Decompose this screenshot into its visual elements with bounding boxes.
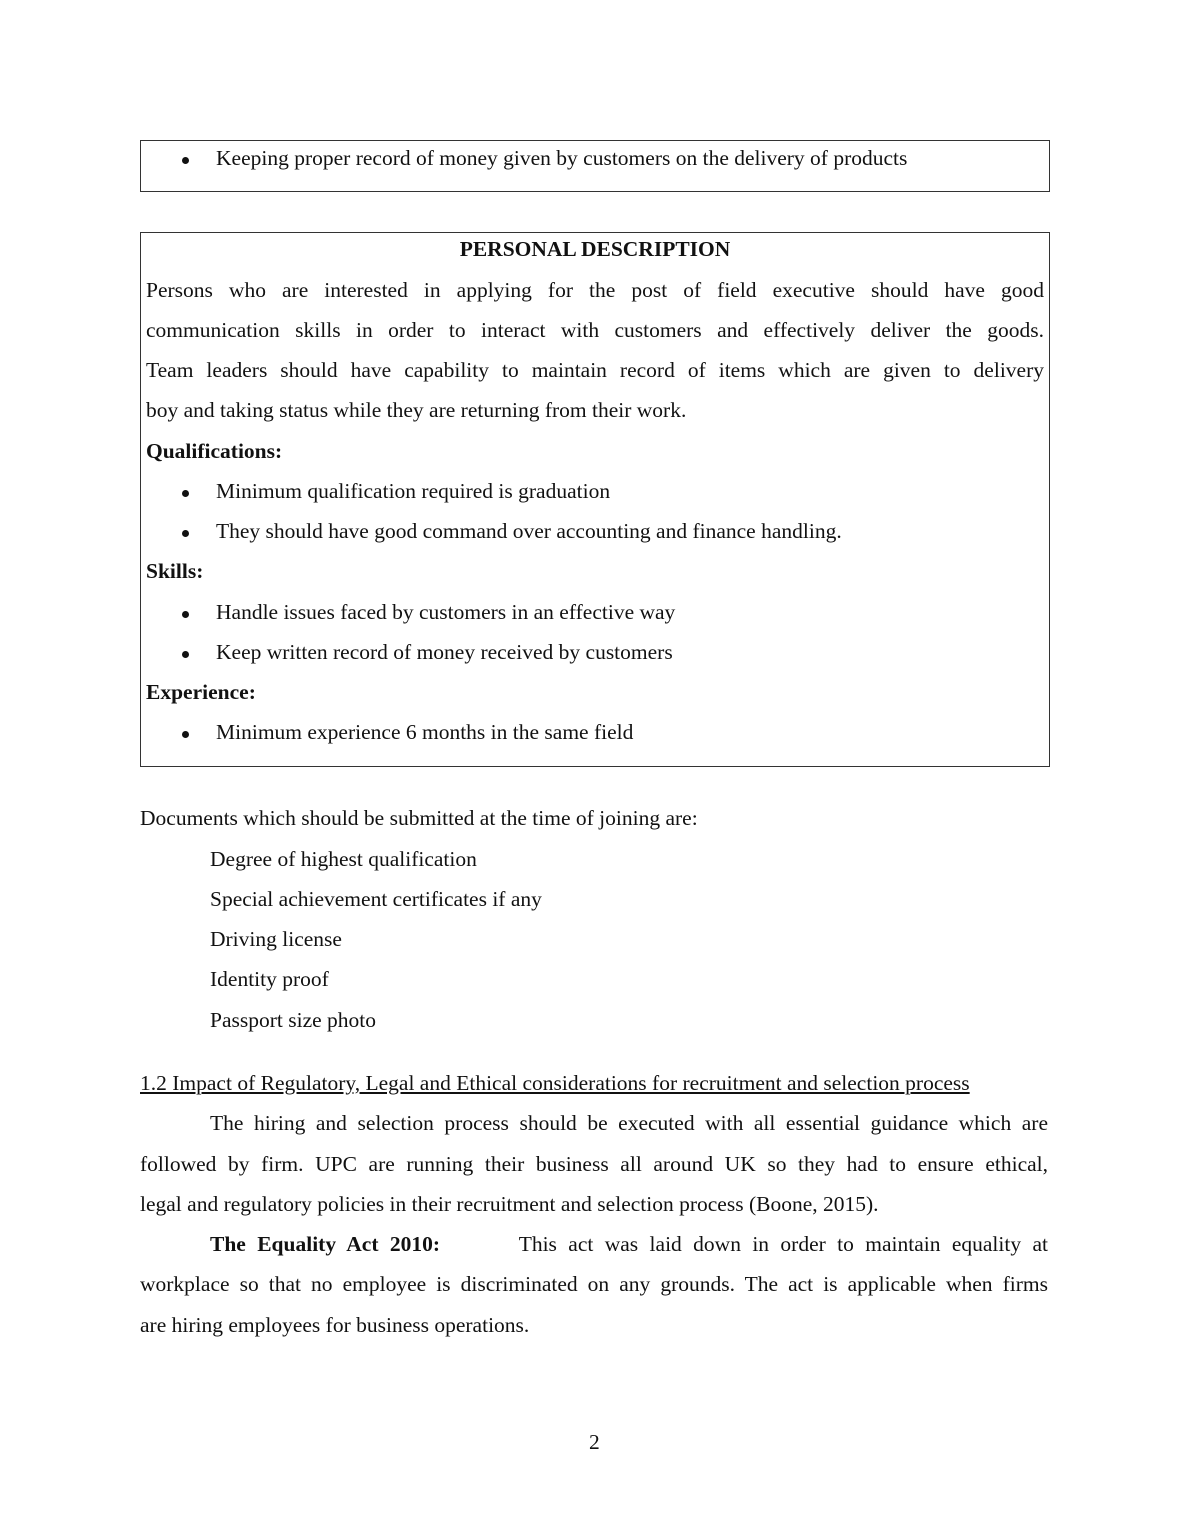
- bullet-icon: [182, 731, 189, 738]
- bullet-icon: [182, 490, 189, 497]
- document-item: Passport size photo: [210, 1008, 377, 1032]
- section-heading: 1.2 Impact of Regulatory, Legal and Ethical considerations for recruitment and selection process: [140, 1071, 970, 1095]
- bullet-icon: [182, 611, 189, 618]
- document-item: Degree of highest qualification: [210, 847, 477, 871]
- personal-para-line: boy and taking status while they are returning from their work.: [146, 398, 687, 422]
- personal-description-box: [140, 232, 1050, 767]
- skill-item: Handle issues faced by customers in an effective way: [216, 600, 676, 624]
- personal-para-line: Team leaders should have capability to maintain record of items which are given to delivery: [146, 358, 1044, 382]
- section-para-line: followed by firm. UPC are running their business all around UK so they had to ensure ethical,: [140, 1152, 1048, 1176]
- bullet-icon: [182, 157, 189, 164]
- document-item: Special achievement certificates if any: [210, 887, 542, 911]
- document-item: Identity proof: [210, 967, 329, 991]
- qualification-item: They should have good command over accounting and finance handling.: [216, 519, 842, 543]
- documents-intro: Documents which should be submitted at the time of joining are:: [140, 806, 698, 830]
- document-item: Driving license: [210, 927, 342, 951]
- personal-description-title: PERSONAL DESCRIPTION: [459, 237, 731, 261]
- experience-label: Experience:: [146, 680, 256, 704]
- equality-act-title: The Equality Act 2010:: [210, 1232, 441, 1256]
- section-para-line: workplace so that no employee is discriminated on any grounds. The act is applicable when firms: [140, 1272, 1048, 1296]
- personal-para-line: Persons who are interested in applying for the post of field executive should have good: [146, 278, 1044, 302]
- skill-item: Keep written record of money received by customers: [216, 640, 673, 664]
- personal-para-line: communication skills in order to interact with customers and effectively deliver the goods.: [146, 318, 1044, 342]
- bullet-icon: [182, 530, 189, 537]
- qualifications-label: Qualifications:: [146, 439, 283, 463]
- equality-act-text: This act was laid down in order to maintain equality at: [518, 1232, 1048, 1256]
- experience-item: Minimum experience 6 months in the same field: [216, 720, 634, 744]
- equality-act-line: [210, 1232, 1048, 1257]
- responsibility-item: Keeping proper record of money given by customers on the delivery of products: [216, 146, 908, 170]
- page-number: 2: [589, 1430, 600, 1454]
- bullet-icon: [182, 651, 189, 658]
- section-para-line: The hiring and selection process should be executed with all essential guidance which are: [210, 1111, 1048, 1135]
- section-para-line: legal and regulatory policies in their recruitment and selection process (Boone, 2015).: [140, 1192, 879, 1216]
- skills-label: Skills:: [146, 559, 204, 583]
- qualification-item: Minimum qualification required is graduation: [216, 479, 611, 503]
- responsibilities-box-continued: [140, 140, 1050, 192]
- section-para-line: are hiring employees for business operations.: [140, 1313, 530, 1337]
